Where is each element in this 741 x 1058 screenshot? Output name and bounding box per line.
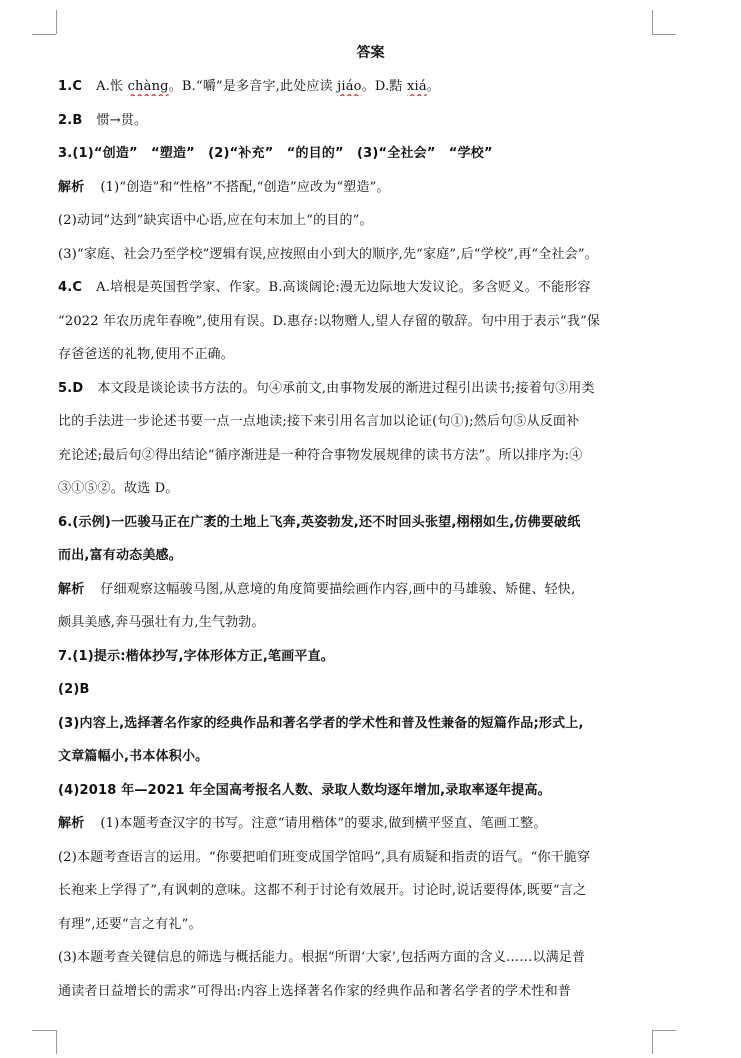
answer-text: (3)本题考查关键信息的筛选与概括能力。根据“所谓‘大家’,包括两方面的含义……以满足普	[58, 950, 586, 965]
answer-text: (1)本题考查汉字的书写。注意“请用楷体”的要求,做到横平竖直、笔画工整。	[100, 816, 547, 831]
answer-text: ③①⑤②。故选 D。	[58, 481, 179, 496]
answer-text: 存爸爸送的礼物,使用不正确。	[58, 347, 234, 362]
answer-bold-text: (3)内容上,选择著名作家的经典作品和著名学者的学术性和普及性兼备的短篇作品;形式上,	[58, 715, 584, 731]
answer-line	[58, 782, 551, 800]
answer-bold-text: 6.(示例)一匹骏马正在广袤的土地上飞奔,英姿勃发,还不时回头张望,栩栩如生,仿佛要破纸	[58, 514, 581, 530]
crop-mark-tl-v	[56, 10, 57, 34]
crop-mark-br-v	[652, 1030, 653, 1054]
answer-line	[58, 916, 202, 934]
answer-line	[58, 648, 334, 666]
answer-line	[58, 849, 590, 867]
answer-text: 仔细观察这幅骏马图,从意境的角度简要描绘画作内容,画中的马雄骏、矫健、轻快,	[100, 581, 576, 597]
pinyin-text: xiá	[406, 79, 427, 94]
answer-text: 。D.黠	[361, 79, 407, 94]
answer-bold-text: (4)2018 年—2021 年全国高考报名人数、录取人数均逐年增加,录取率逐年提高。	[58, 782, 551, 798]
answer-text: 本文段是谈论读书方法的。句④承前文,由事物发展的渐进过程引出读书;接着句③用类	[97, 380, 595, 396]
answer-number: 2.B	[58, 112, 83, 128]
pinyin-text: chàng	[127, 79, 169, 94]
answer-line	[58, 179, 390, 197]
crop-mark-tr-h	[652, 34, 676, 35]
crop-mark-bl-h	[32, 1030, 56, 1031]
answer-line	[58, 681, 90, 699]
answer-text: 颇具美感,奔马强壮有力,生气勃勃。	[58, 615, 265, 630]
answer-text: (2)动词“达到”缺宾语中心语,应在句末加上“的目的”。	[58, 213, 373, 228]
answer-line	[58, 380, 595, 398]
answer-line	[58, 212, 373, 230]
answer-text: (2)本题考查语言的运用。“你要把咱们班变成国学馆吗”,具有质疑和指责的语气。“你干脆穿	[58, 849, 591, 865]
answer-text: (3)“家庭、社会乃至学校”逻辑有误,应按照由小到大的顺序,先“家庭”,后“学校”,再“全社会”。	[58, 246, 598, 262]
answer-line	[58, 279, 591, 297]
answer-text: 惯→贯。	[96, 112, 148, 128]
analysis-label: 解析	[58, 816, 85, 831]
answer-line	[58, 346, 234, 364]
pinyin-text: jiáo	[337, 79, 362, 94]
answer-line	[58, 447, 582, 465]
answer-text: 充论述;最后句②得出结论“循序渐进是一种符合事物发展规律的读书方法”。所以排序为:④	[58, 447, 583, 463]
answer-text: 通读者日益增长的需求”可得出:内容上选择著名作家的经典作品和著名学者的学术性和普	[58, 983, 572, 999]
answer-bold-text: (2)B	[58, 682, 90, 697]
answer-bold-text: 而出,富有动态美感。	[58, 548, 182, 563]
answer-number: 4.C	[58, 280, 83, 295]
crop-mark-tr-v	[652, 10, 653, 34]
answer-bold-text: 文章篇幅小,书本体积小。	[58, 749, 209, 764]
answer-line	[58, 480, 179, 498]
answer-line	[58, 313, 600, 331]
answer-text: A.培根是英国哲学家、作家。B.高谈阔论:漫无边际地大发议论。多含贬义。不能形容	[96, 280, 591, 295]
answer-line	[58, 547, 182, 565]
answer-line	[58, 949, 585, 967]
answer-line	[58, 112, 147, 130]
answer-line	[58, 78, 440, 96]
analysis-label: 解析	[58, 179, 85, 195]
answer-line	[58, 882, 586, 900]
answer-text: 比的手法进一步论述书要一点一点地读;接下来引用名言加以论证(句①);然后句⑤从反面补	[58, 414, 580, 429]
crop-mark-br-h	[652, 1030, 676, 1031]
answer-bold-text: 7.(1)提示:楷体抄写,字体形体方正,笔画平直。	[58, 648, 334, 664]
answer-bold-text: 3.(1)“创造” “塑造” (2)“补充” “的目的” (3)“全社会” “学校”	[58, 146, 493, 161]
answer-text: (1)“创造”和“性格”不搭配,“创造”应改为“塑造”。	[100, 179, 390, 195]
answer-text: A.怅	[96, 79, 128, 94]
answer-text: 长袍来上学得了”,有讽刺的意味。这都不利于讨论有效展开。讨论时,说话要得体,既要“言之	[58, 883, 587, 898]
answer-text: 。	[426, 79, 440, 94]
answer-line	[58, 246, 598, 264]
answer-line	[58, 715, 584, 733]
answer-line	[58, 145, 493, 163]
answer-line	[58, 983, 571, 1001]
answer-text: 有理”,还要“言之有礼”。	[58, 916, 202, 932]
answer-line	[58, 413, 579, 431]
answer-number: 5.D	[58, 380, 84, 396]
answer-line	[58, 815, 547, 833]
analysis-label: 解析	[58, 581, 85, 597]
answer-line	[58, 514, 580, 532]
answer-line	[58, 748, 208, 766]
page-title: 答案	[356, 45, 385, 61]
answer-line	[58, 614, 265, 632]
answer-text: 。B.“嚼”是多音字,此处应读	[168, 79, 338, 94]
answer-number: 1.C	[58, 79, 83, 94]
answer-line	[58, 581, 575, 599]
answer-text: “2022 年农历虎年春晚”,使用有误。D.惠存:以物赠人,望人存留的敬辞。句中用于表示“我”保	[58, 313, 601, 329]
crop-mark-bl-v	[56, 1030, 57, 1054]
crop-mark-tl-h	[32, 34, 56, 35]
